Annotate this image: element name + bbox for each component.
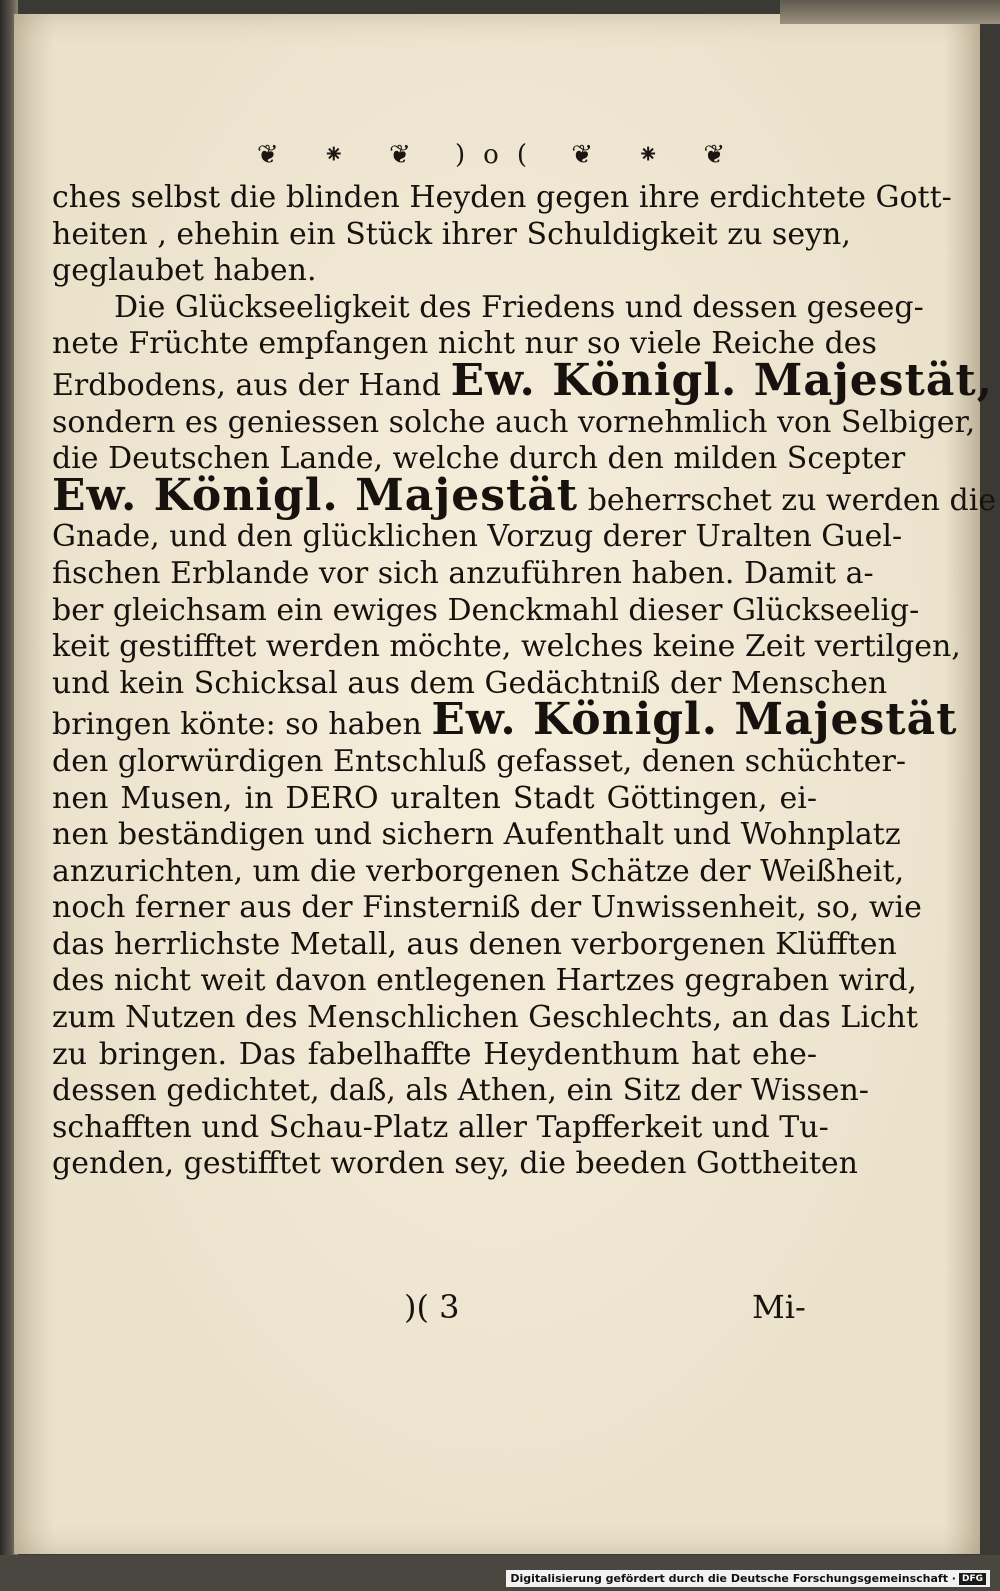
text-line bbox=[52, 354, 994, 406]
text-fragment: bringen könte: so haben bbox=[52, 707, 422, 743]
text-line: den glorwürdigen Entschluß gefasset, denen schüchter- bbox=[52, 743, 907, 779]
catchword: Mi- bbox=[752, 1288, 806, 1326]
text-line: ches selbst die blinden Heyden gegen ihre erdichtete Gott- bbox=[52, 180, 952, 215]
text-line: geglaubet haben. bbox=[52, 253, 317, 289]
text-line: die Deutschen Lande, welche durch den milden Scepter bbox=[52, 441, 906, 477]
page-stack-edge bbox=[780, 0, 1000, 24]
text-line: noch ferner aus der Finsterniß der Unwissenheit, so, wie bbox=[52, 890, 922, 926]
text-line bbox=[52, 469, 997, 521]
text-fragment: beherrschet zu werden die bbox=[587, 482, 997, 518]
text-line: nen beständigen und sichern Aufenthalt und Wohnplatz bbox=[52, 817, 901, 853]
page-text-block bbox=[52, 180, 997, 1183]
page-footer bbox=[0, 1288, 1000, 1328]
text-line: anzurichten, um die verborgenen Schätze der Weißheit, bbox=[52, 853, 905, 889]
text-fragment: Erdbodens, aus der Hand bbox=[52, 367, 442, 403]
text-line: dessen gedichtet, daß, als Athen, ein Sitz der Wissen- bbox=[52, 1073, 869, 1109]
text-line: nete Früchte empfangen nicht nur so viele Reiche des bbox=[52, 326, 877, 362]
text-line bbox=[52, 694, 958, 746]
text-line: fischen Erblande vor sich anzuführen haben. Damit a- bbox=[52, 555, 874, 591]
viewer-footer-bar bbox=[0, 1555, 1000, 1591]
text-line: sondern es geniessen solche auch vornehmlich von Selbiger, bbox=[52, 404, 976, 440]
text-line: heiten , ehehin ein Stück ihrer Schuldigkeit zu seyn, bbox=[52, 216, 851, 252]
majesty-title: Ew. Königl. Majestät bbox=[431, 694, 958, 746]
dfg-logo-icon: DFG bbox=[959, 1573, 986, 1585]
text-line: und kein Schicksal aus dem Gedächtniß der Menschen bbox=[52, 665, 888, 701]
majesty-title: Ew. Königl. Majestät, bbox=[450, 354, 994, 406]
text-line: des nicht weit davon entlegenen Hartzes gegraben wird, bbox=[52, 963, 917, 999]
page-number: )( 3 bbox=[404, 1288, 460, 1326]
text-line: genden, gestifftet worden sey, die beeden Gottheiten bbox=[52, 1146, 858, 1182]
text-line: das herrlichste Metall, aus denen verborgenen Klüfften bbox=[52, 926, 897, 962]
text-line: Die Glückseeligkeit des Friedens und dessen geseeg- bbox=[114, 289, 924, 325]
funding-credit[interactable] bbox=[506, 1570, 990, 1587]
text-line: Gnade, und den glücklichen Vorzug derer Uralten Guel- bbox=[52, 519, 903, 555]
funding-credit-text: Digitalisierung gefördert durch die Deutsche Forschungsgemeinschaft · bbox=[510, 1572, 956, 1585]
text-line: schafften und Schau-Platz aller Tapfferkeit und Tu- bbox=[52, 1109, 829, 1145]
header-ornament: ❦ ⁕ ❦ )o( ❦ ⁕ ❦ bbox=[256, 140, 744, 170]
majesty-title: Ew. Königl. Majestät bbox=[52, 469, 579, 521]
text-line: keit gestifftet werden möchte, welches keine Zeit vertilgen, bbox=[52, 629, 961, 665]
text-line: zu bringen. Das fabelhaffte Heydenthum hat ehe- bbox=[52, 1036, 817, 1072]
text-line: ber gleichsam ein ewiges Denckmahl dieser Glückseelig- bbox=[52, 592, 920, 628]
text-line: zum Nutzen des Menschlichen Geschlechts, an das Licht bbox=[52, 1000, 918, 1036]
text-line: nen Musen, in DERO uralten Stadt Göttingen, ei- bbox=[52, 780, 817, 816]
